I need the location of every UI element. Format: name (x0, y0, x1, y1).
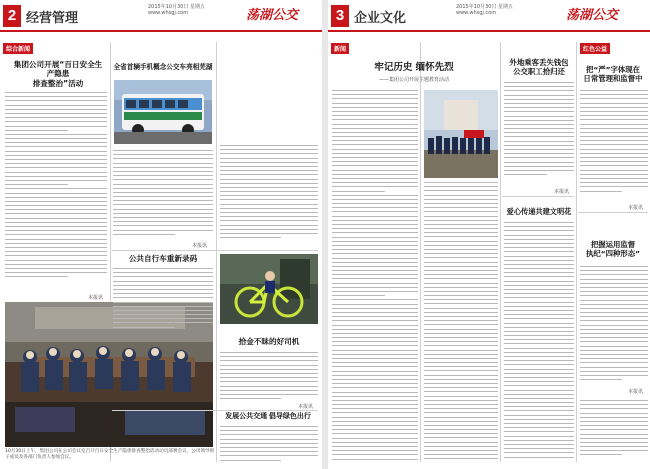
page-3 (328, 0, 650, 469)
article-title[interactable]: 拾金不昧的好司机 (238, 337, 300, 346)
column-divider (500, 42, 501, 462)
article-title[interactable]: 发展公共交通 倡导绿色出行 (225, 412, 311, 420)
article-body (580, 90, 648, 202)
section-title: 企业文化 (354, 11, 407, 26)
article-author: 本报讯 (628, 389, 644, 395)
newspaper-logo: 荡湖公交 (246, 8, 299, 23)
article-body (332, 90, 418, 460)
article-body (220, 352, 318, 402)
side-tag: 红色公益 (580, 43, 610, 54)
article-body (220, 145, 318, 245)
article-author: 本报讯 (628, 205, 644, 211)
page-2 (0, 0, 322, 469)
article-title[interactable]: 把握运用监督 执纪“四种形态” (585, 240, 641, 259)
divider (502, 196, 574, 197)
section-tag: 新闻 (331, 43, 349, 54)
ceremony-photo (424, 90, 498, 178)
divider (578, 212, 648, 213)
newspaper-logo: 荡湖公交 (566, 8, 619, 23)
article-title[interactable]: 把“严”字体现在 日常管理和监督中 (583, 65, 643, 84)
page-header (328, 0, 650, 32)
article-title[interactable]: 牢记历史 缅怀先烈 (374, 62, 454, 73)
article-title[interactable]: 爱心传递共建文明花 (506, 207, 572, 216)
section-tag: 综合新闻 (3, 43, 33, 54)
article-body (220, 426, 318, 466)
article-body (580, 266, 648, 386)
page-header (0, 0, 322, 32)
article-title[interactable]: 全省首辆手机概念公交车亮相芜湖 (113, 63, 213, 71)
divider (112, 410, 318, 411)
article-author: 本报讯 (192, 243, 208, 249)
article-body (113, 150, 213, 240)
article-body (504, 82, 574, 182)
column-divider (216, 42, 217, 462)
issue-date: 2015年10月30日 星期五 (456, 4, 514, 10)
article-subtitle: ——集团公司开展主题教育活动 (378, 77, 449, 83)
article-author: 本报讯 (554, 189, 570, 195)
bicycle-photo (220, 254, 318, 324)
site-url: www.whsgj.com (456, 10, 497, 16)
site-url: www.whsgj.com (148, 10, 189, 16)
article-title[interactable]: 公共自行车重新录码 (128, 254, 198, 263)
bus-photo (114, 80, 212, 144)
article-author: 本报讯 (298, 404, 314, 410)
article-body (424, 182, 498, 460)
article-body (5, 92, 107, 294)
column-divider (576, 42, 577, 462)
article-body (113, 268, 213, 332)
article-body (580, 400, 648, 460)
page-number: 2 (3, 5, 21, 27)
section-title: 经营管理 (26, 11, 79, 26)
column-divider (420, 42, 421, 462)
issue-date: 2015年10月30日 星期五 (148, 4, 206, 10)
article-title[interactable]: 集团公司开展“百日安全生产隐患 排查整治”活动 (13, 60, 103, 88)
page-number: 3 (331, 5, 349, 27)
divider (112, 250, 318, 251)
article-title[interactable]: 外地乘客丢失钱包 公交职工拾归还 (509, 58, 569, 77)
photo-caption: 10月30日上午，集团公司在公司会议室召开百日安全生产隐患排查整治活动动员部署会议，公司领导班子成员及各部门负责人参加会议。 (5, 449, 215, 461)
article-body (504, 222, 574, 458)
article-author: 本报讯 (88, 295, 104, 301)
